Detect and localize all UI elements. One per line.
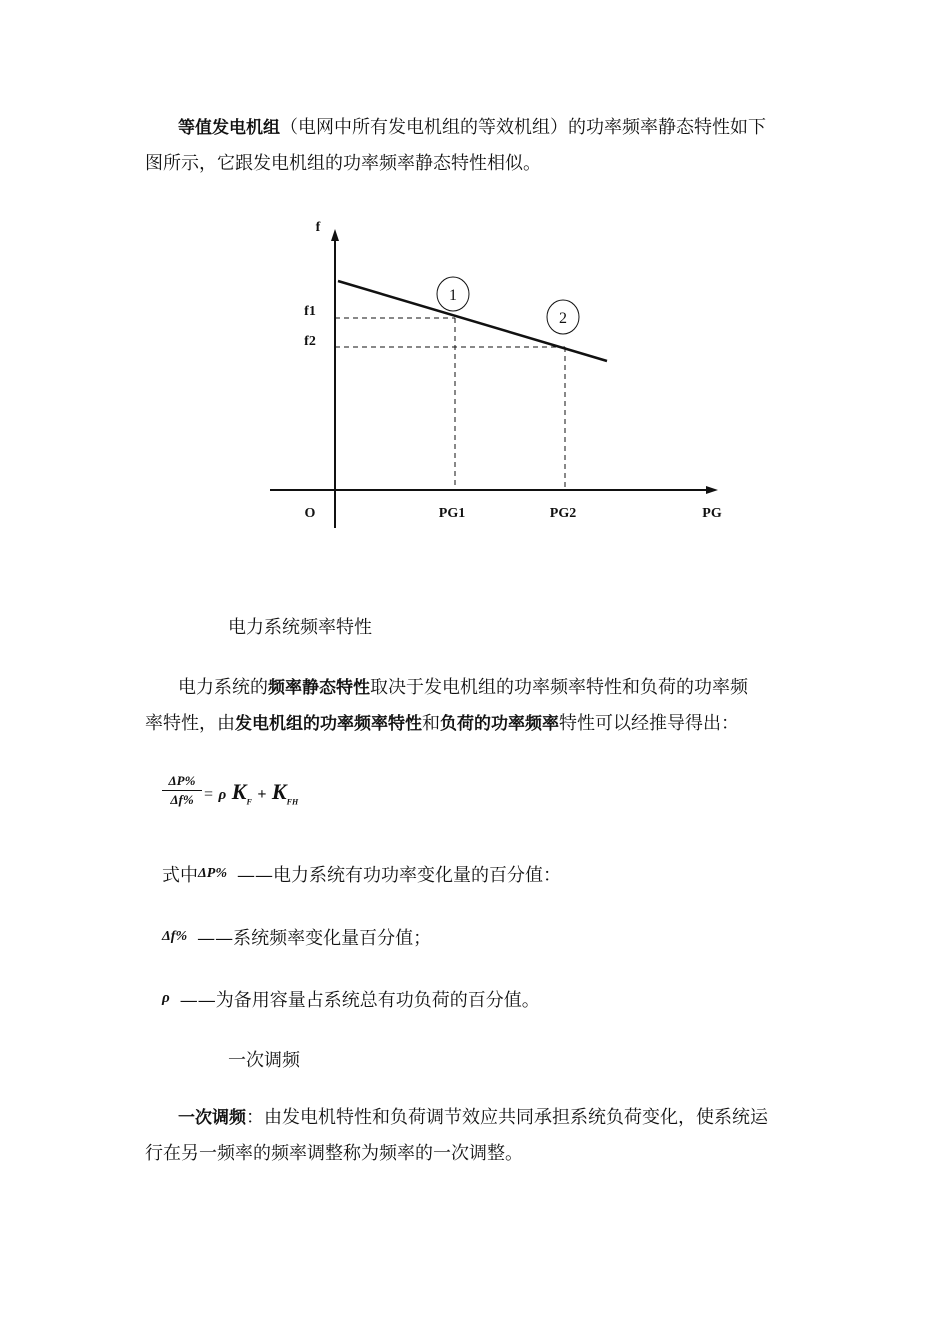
point-1-label: 1 xyxy=(449,287,457,304)
definition-delta-f xyxy=(162,919,431,957)
para2-text-5: 特性可以经推导得出： xyxy=(559,713,739,734)
definition-rho xyxy=(162,980,540,1019)
pg2-label: PG2 xyxy=(549,506,577,521)
para2-text-1: 电力系统的 xyxy=(178,677,268,698)
para2-text-2: 取决于发电机组的功率频率特性和负荷的功率频 xyxy=(370,677,748,698)
y-axis-arrow xyxy=(331,229,339,241)
para2-bold-1: 频率静态特性 xyxy=(268,678,370,698)
intro-line-2: 图所示，它跟发电机组的功率频率静态特性相似。 xyxy=(145,153,541,174)
para2-bold-3: 负荷的功率频率 xyxy=(440,714,559,734)
f2-label: f2 xyxy=(304,334,316,349)
definition-text-rho: ——为备用容量占系统总有功负荷的百分值。 xyxy=(179,990,540,1011)
section-heading-primary-regulation: 一次调频 xyxy=(228,1050,300,1071)
formula-numerator: ΔP% xyxy=(162,773,202,791)
definition-text-delta-p: ——电力系统有功功率变化量的百分值： xyxy=(237,865,561,886)
x-axis-label: PG xyxy=(702,506,722,521)
definition-text-delta-f: ——系统频率变化量百分值； xyxy=(197,928,432,949)
f1-label: f1 xyxy=(304,304,316,319)
definition-symbol-rho: ρ xyxy=(162,990,170,1006)
para3-line-1 xyxy=(178,1100,768,1136)
formula-rho: ρ xyxy=(218,787,227,803)
formula-equals: = xyxy=(204,786,214,803)
definition-delta-p xyxy=(162,856,561,894)
origin-label: O xyxy=(304,506,316,521)
formula-rhs xyxy=(204,779,298,806)
formula-fraction xyxy=(162,773,202,808)
para2-bold-2: 发电机组的功率频率特性 xyxy=(235,714,422,734)
y-axis-label: f xyxy=(315,220,321,235)
formula-k2-sub: FH xyxy=(286,797,299,807)
definition-symbol-delta-f: Δf% xyxy=(162,929,188,944)
formula-plus: + xyxy=(257,786,267,803)
para3-bold-term: 一次调频 xyxy=(178,1108,246,1128)
para2-line-2 xyxy=(145,706,739,742)
intro-line-1-text: （电网中所有发电机组的等效机组）的功率频率静态特性如下 xyxy=(280,117,766,138)
formula-k2: K xyxy=(271,779,287,804)
definition-symbol-delta-p: ΔP% xyxy=(198,866,227,881)
formula-k1: K xyxy=(231,779,247,804)
frequency-characteristic-figure xyxy=(0,0,950,560)
definition-prefix: 式中 xyxy=(162,865,198,886)
intro-bold-term: 等值发电机组 xyxy=(178,118,280,138)
para2-text-4: 和 xyxy=(422,713,440,734)
para2-text-3: 率特性，由 xyxy=(145,713,235,734)
point-2-label: 2 xyxy=(559,310,567,327)
para2-line-1 xyxy=(178,670,748,706)
formula-denominator: Δf% xyxy=(170,792,194,807)
section-heading-frequency-characteristic: 电力系统频率特性 xyxy=(228,617,372,638)
pg1-label: PG1 xyxy=(438,506,466,521)
para3-line-1-text: ：由发电机特性和负荷调节效应共同承担系统负荷变化，使系统运 xyxy=(246,1107,768,1128)
x-axis-arrow xyxy=(706,486,718,494)
formula-k1-sub: F xyxy=(246,797,252,807)
para3-line-2: 行在另一频率的频率调整称为频率的一次调整。 xyxy=(145,1143,523,1164)
